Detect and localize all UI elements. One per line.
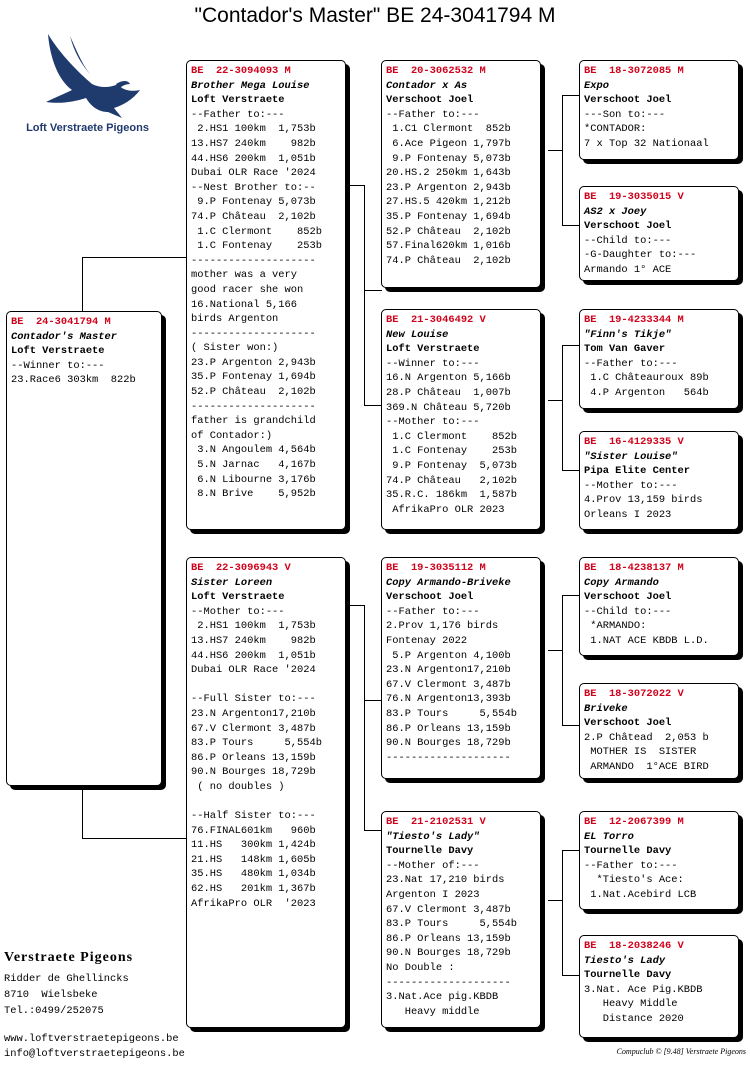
result-line: --Father to:--- [584, 859, 678, 872]
owner-name: Verschoot Joel [386, 94, 474, 107]
result-line: ---Son to:--- [584, 108, 666, 121]
pigeon-name: "Tiesto's Lady" [386, 830, 480, 843]
result-line: 23.Nat 17,210 birds [386, 874, 505, 887]
ring-number: BE 19-3035112 M [386, 562, 486, 574]
connector [548, 900, 562, 901]
result-line: 1.Nat.Acebird LCB [584, 888, 697, 901]
dam-dam-card[interactable] [381, 811, 541, 1028]
result-line: 67.V Clermont 3,487b [386, 903, 511, 916]
owner-name: Loft Verstraete [11, 345, 105, 358]
pigeon-name: Contador's Master [11, 330, 118, 343]
ring-number: BE 18-4238137 M [584, 562, 684, 574]
result-line: 74.P Château 2,102b [386, 254, 511, 267]
result-line: 83.P Tours 5,554b [386, 707, 517, 720]
result-line: 16.N Argenton 5,166b [386, 372, 511, 385]
connector [82, 257, 187, 258]
result-line: 4.P Argenton 564b [584, 386, 709, 399]
pigeon-name: Sister Loreen [191, 576, 273, 589]
result-line: --Child to:--- [584, 234, 672, 247]
result-line: 52.P Château 2,102b [191, 386, 316, 399]
result-line: *ARMANDO: [584, 620, 647, 633]
result-line: MOTHER IS SISTER [584, 746, 697, 759]
result-line: No Double : [386, 961, 455, 974]
result-line: 57.Final620km 1,016b [386, 240, 511, 253]
result-line: 27.HS.5 420km 1,212b [386, 196, 511, 209]
pigeon-name: Briveke [584, 702, 628, 715]
result-line: ( Sister won:) [191, 342, 279, 355]
software-credit: Compuclub © [9.48] Verstraete Pigeons [616, 1047, 746, 1056]
result-line: 1.C Clermont 852b [191, 225, 322, 238]
email-link[interactable]: info@loftverstraetepigeons.be [4, 1048, 185, 1060]
result-line: 9.P Fontenay 5,073b [191, 196, 316, 209]
result-line: 1.C Fontenay 253b [191, 240, 322, 253]
dam-sire-card[interactable] [381, 557, 541, 779]
result-line: 83.P Tours 5,554b [386, 918, 517, 931]
result-line: --Father to:--- [386, 605, 480, 618]
result-line: -------------------- [386, 751, 511, 764]
result-line: 9.P Fontenay 5,073b [386, 459, 517, 472]
result-line: Distance 2020 [584, 1012, 684, 1025]
pigeon-name: Copy Armando-Briveke [386, 576, 511, 589]
sire-sire-card[interactable] [381, 60, 541, 288]
owner-name: Tournelle Davy [584, 845, 672, 858]
result-line: 3.Nat. Ace Pig.KBDB [584, 983, 703, 996]
result-line: 86.P Orleans 13,159b [386, 932, 511, 945]
result-line: Dubai OLR Race '2024 [191, 167, 316, 180]
connector [82, 838, 187, 839]
connector [364, 605, 365, 830]
result-line: ( no doubles ) [191, 780, 285, 793]
result-line: AfrikaPro OLR '2023 [191, 897, 316, 910]
result-line: 23.N Argenton17,210b [386, 664, 511, 677]
result-line: 67.V Clermont 3,487b [386, 678, 511, 691]
logo-text: Loft Verstraete Pigeons [26, 122, 149, 134]
result-line: 86.P Orleans 13,159b [191, 751, 316, 764]
result-line: -------------------- [191, 400, 316, 413]
pigeon-name: "Sister Louise" [584, 450, 678, 463]
connector [562, 850, 580, 851]
ring-number: BE 22-3096943 V [191, 562, 291, 574]
pigeon-name: EL Torro [584, 830, 634, 843]
pigeon-name: AS2 x Joey [584, 205, 647, 218]
connector [364, 405, 382, 406]
owner-name: Tournelle Davy [386, 845, 474, 858]
result-line: 13.HS7 240km 982b [191, 634, 316, 647]
owner-name: Verschoot Joel [584, 591, 672, 604]
owner-name: Tournelle Davy [584, 969, 672, 982]
result-line [191, 795, 341, 810]
connector [562, 595, 563, 725]
result-line: 62.HS 201km 1,367b [191, 883, 316, 896]
result-line: 369.N Château 5,720b [386, 401, 511, 414]
result-line [191, 678, 341, 693]
connector [82, 257, 83, 313]
connector [350, 605, 364, 606]
owner-name: Verschoot Joel [584, 717, 672, 730]
result-line: 44.HS6 200km 1,051b [191, 649, 316, 662]
owner-name: Loft Verstraete [386, 343, 480, 356]
connector [548, 400, 562, 401]
sire-card[interactable] [186, 60, 346, 530]
connector [548, 650, 562, 651]
dds-card[interactable] [579, 811, 739, 910]
ring-number: BE 21-2102531 V [386, 816, 486, 828]
pigeon-name: Tiesto's Lady [584, 954, 666, 967]
result-line: 67.V Clermont 3,487b [191, 722, 316, 735]
pedigree-title: "Contador's Master" BE 24-3041794 M [194, 4, 556, 27]
result-line: Argenton I 2023 [386, 888, 480, 901]
result-line: 35.P Fontenay 1,694b [386, 210, 511, 223]
result-line: --Half Sister to:--- [191, 810, 316, 823]
result-line: 35.R.C. 186km 1,587b [386, 489, 517, 502]
ring-number: BE 18-3072085 M [584, 65, 684, 77]
result-line: 1.C Châteauroux 89b [584, 372, 709, 385]
result-line: *CONTADOR: [584, 123, 647, 136]
result-line: 1.NAT ACE KBDB L.D. [584, 634, 709, 647]
owner-name: Loft Verstraete [191, 94, 285, 107]
result-line: 5.P Argenton 4,100b [386, 649, 511, 662]
pigeon-name: "Finn's Tikje" [584, 328, 672, 341]
owner-name: Tom Van Gaver [584, 343, 666, 356]
result-line: 2.HS1 100km 1,753b [191, 123, 316, 136]
connector [82, 786, 83, 838]
pigeon-name: New Louise [386, 328, 449, 341]
result-line: 23.P Argenton 2,943b [386, 181, 511, 194]
result-line: *Tiesto's Ace: [584, 874, 684, 887]
result-line: --Full Sister to:--- [191, 693, 316, 706]
connector [562, 345, 580, 346]
connector [350, 185, 364, 186]
result-line: 1.C1 Clermont 852b [386, 123, 511, 136]
pigeon-name: Expo [584, 79, 609, 92]
result-line: 76.N Argenton13,393b [386, 693, 511, 706]
result-line: 23.N Argenton17,210b [191, 707, 316, 720]
phone-number: Tel.:0499/252075 [4, 1005, 104, 1017]
result-line: Dubai OLR Race '2024 [191, 664, 316, 677]
breeder-name: Verstraete Pigeons [4, 950, 134, 965]
ring-number: BE 24-3041794 M [11, 316, 111, 328]
result-line: 8.N Brive 5,952b [191, 488, 316, 501]
result-line: 1.C Fontenay 253b [386, 445, 517, 458]
connector [562, 975, 580, 976]
connector [562, 95, 580, 96]
result-line: 1.C Clermont 852b [386, 430, 517, 443]
result-line: --Child to:--- [584, 605, 672, 618]
result-line: --Father to:--- [584, 357, 678, 370]
ring-number: BE 21-3046492 V [386, 314, 486, 326]
result-line: --Father to:--- [191, 108, 285, 121]
pigeon-name: Contador x As [386, 79, 468, 92]
result-line: 9.P Fontenay 5,073b [386, 152, 511, 165]
ring-number: BE 18-3072022 V [584, 688, 684, 700]
address-line-2: 8710 Wielsbeke [4, 989, 98, 1001]
connector [364, 185, 365, 405]
result-line: 7 x Top 32 Nationaal [584, 137, 709, 150]
sss-card[interactable] [579, 60, 739, 160]
result-line: 13.HS7 240km 982b [191, 137, 316, 150]
sire-dam-card[interactable] [381, 309, 541, 530]
result-line: 76.FINAL601km 960b [191, 824, 316, 837]
result-line: --Winner to:--- [386, 357, 480, 370]
connector [548, 150, 562, 151]
dsd-card[interactable] [579, 683, 739, 779]
connector [364, 700, 382, 701]
result-line: -------------------- [191, 254, 316, 267]
result-line: 6.N Libourne 3,176b [191, 473, 316, 486]
result-line: Heavy middle [386, 1005, 480, 1018]
result-line: birds Argenton [191, 313, 279, 326]
result-line: 23.P Argenton 2,943b [191, 356, 316, 369]
result-line: 2.P Châtead 2,053 b [584, 731, 709, 744]
ring-number: BE 19-3035015 V [584, 191, 684, 203]
result-line: 52.P Château 2,102b [386, 225, 511, 238]
result-line: Heavy Middle [584, 998, 678, 1011]
result-line: father is grandchild [191, 415, 316, 428]
result-line: 35.HS 480km 1,034b [191, 868, 316, 881]
ssd-card[interactable] [579, 186, 739, 281]
result-line: 44.HS6 200km 1,051b [191, 152, 316, 165]
pigeon-name: Brother Mega Louise [191, 79, 310, 92]
ring-number: BE 19-4233344 M [584, 314, 684, 326]
dss-card[interactable] [579, 557, 739, 656]
owner-name: Verschoot Joel [584, 94, 672, 107]
result-line: 4.Prov 13,159 birds [584, 494, 703, 507]
result-line: 11.HS 300km 1,424b [191, 839, 316, 852]
connector [562, 95, 563, 225]
connector [364, 830, 382, 831]
connector [364, 290, 382, 291]
connector [562, 345, 563, 470]
result-line: AfrikaPro OLR 2023 [386, 503, 505, 516]
owner-name: Verschoot Joel [386, 591, 474, 604]
result-line: 21.HS 148km 1,605b [191, 853, 316, 866]
result-line: 3.Nat.Ace pig.KBDB [386, 991, 499, 1004]
result-line: --Winner to:--- [11, 359, 105, 372]
result-line: Orleans I 2023 [584, 508, 672, 521]
result-line: 20.HS.2 250km 1,643b [386, 167, 511, 180]
result-line: --Mother to:--- [386, 416, 480, 429]
result-line: 2.HS1 100km 1,753b [191, 620, 316, 633]
owner-name: Verschoot Joel [584, 220, 672, 233]
owner-name: Loft Verstraete [191, 591, 285, 604]
result-line: of Contador:) [191, 429, 273, 442]
result-line: 90.N Bourges 18,729b [191, 766, 316, 779]
owner-name: Pipa Elite Center [584, 465, 691, 478]
dam-card[interactable] [186, 557, 346, 1028]
result-line: ARMANDO 1°ACE BIRD [584, 760, 709, 773]
connector [562, 225, 580, 226]
result-line: -------------------- [191, 327, 316, 340]
result-line: Armando 1° ACE [584, 263, 672, 276]
result-line: 90.N Bourges 18,729b [386, 737, 511, 750]
ring-number: BE 12-2067399 M [584, 816, 684, 828]
result-line: 28.P Château 1,007b [386, 386, 511, 399]
result-line: 2.Prov 1,176 birds [386, 620, 499, 633]
result-line: 5.N Jarnac 4,167b [191, 459, 316, 472]
result-line: 35.P Fontenay 1,694b [191, 371, 316, 384]
result-line: 3.N Angoulem 4,564b [191, 444, 316, 457]
ring-number: BE 20-3062532 M [386, 65, 486, 77]
result-line: --Father to:--- [386, 108, 480, 121]
result-line: -------------------- [386, 976, 511, 989]
ring-number: BE 16-4129335 V [584, 436, 684, 448]
result-line: Fontenay 2022 [386, 634, 468, 647]
ddd-card[interactable] [579, 935, 739, 1038]
result-line: 86.P Orleans 13,159b [386, 722, 511, 735]
result-line: --Mother to:--- [584, 479, 678, 492]
result-line: 90.N Bourges 18,729b [386, 947, 511, 960]
result-line: 74.P Château 2,102b [191, 210, 316, 223]
connector [562, 595, 580, 596]
result-line: 6.Ace Pigeon 1,797b [386, 137, 511, 150]
sds-card[interactable] [579, 309, 739, 409]
connector [562, 725, 580, 726]
ring-number: BE 22-3094093 M [191, 65, 291, 77]
address-line-1: Ridder de Ghellincks [4, 973, 129, 985]
subject-pigeon-card[interactable] [6, 311, 162, 786]
result-line: --Nest Brother to:-- [191, 181, 316, 194]
pigeon-name: Copy Armando [584, 576, 659, 589]
connector [562, 850, 563, 975]
result-line: mother was a very [191, 269, 298, 282]
result-line: --Mother to:--- [191, 605, 285, 618]
result-line: 16.National 5,166 [191, 298, 298, 311]
result-line: --Mother of:--- [386, 859, 480, 872]
result-line: 83.P Tours 5,554b [191, 737, 322, 750]
result-line: -G-Daughter to:--- [584, 249, 697, 262]
result-line: 23.Race6 303km 822b [11, 374, 136, 387]
sdd-card[interactable] [579, 431, 739, 530]
ring-number: BE 18-2038246 V [584, 940, 684, 952]
result-line: good racer she won [191, 283, 304, 296]
connector [562, 470, 580, 471]
website-link[interactable]: www.loftverstraetepigeons.be [4, 1033, 179, 1045]
result-line: 74.P Château 2,102b [386, 474, 517, 487]
